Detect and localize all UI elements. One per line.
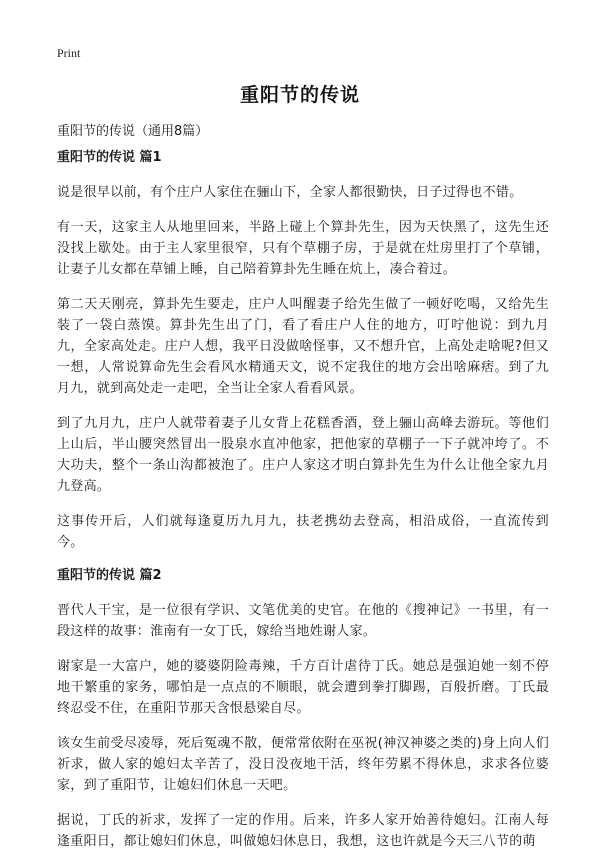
paragraph: 有一天，这家主人从地里回来，半路上碰上个算卦先生，因为天快黑了，这先生还没找上歇处。由于主人家里很窄，只有个草棚子房，于是就在灶房里打了个草铺，让妻子儿女都在草铺上睡，自己陪着算卦先生睡在炕上，凑合着过。 (57, 220, 549, 277)
section-heading: 重阳节的传说 篇1 (57, 150, 162, 165)
document-subtitle: 重阳节的传说（通用8篇） (57, 124, 209, 139)
paragraph: 这事传开后，人们就每逢夏历九月九，扶老携幼去登高，相沿成俗，一直流传到今。 (57, 514, 549, 550)
paragraph: 第二天天刚亮，算卦先生要走，庄户人叫醒妻子给先生做了一顿好吃喝，又给先生装了一袋白蒸馍。算卦先生出了门，看了看庄户人住的地方，叮咛他说：到九月九，全家高处走。庄户人想，我平日没做啥怪事，又不想升官，上高处走啥呢?但又一想，人常说算命先生会看风水精通天文，说不定我住的地方会出啥麻痞。到了九月九，就到高处走一走吧，全当让全家人看看风景。 (57, 297, 549, 396)
paragraph: 说是很早以前，有个庄户人家住在骊山下，全家人都很勤快，日子过得也不错。 (57, 185, 523, 200)
paragraph: 该女生前受尽凌辱，死后冤魂不散，便常常依附在巫祝(神汉神婆之类的)身上向人们祈求，做人家的媳妇太辛苦了，没日没夜地干活，终年劳累不得休息，求求各位婆家，到了重阳节，让媳妇们休息一天吧。 (57, 736, 549, 793)
section-heading: 重阳节的传说 篇2 (57, 568, 162, 583)
paragraph: 晋代人干宝，是一位很有学识、文笔优美的史官。在他的《搜神记》一书里，有一段这样的故事：淮南有一女丁氏，嫁给当地姓谢人家。 (57, 603, 549, 639)
paragraph: 据说，丁氏的祈求，发挥了一定的作用。后来，许多人家开始善待媳妇。江南人每逢重阳日，都让媳妇们休息，叫做媳妇休息日，我想，这也许就是今天三八节的萌 (57, 813, 549, 849)
paragraph: 到了九月九，庄户人就带着妻子儿女背上花糕香酒，登上骊山高峰去游玩。等他们上山后，半山腰突然冒出一股泉水直冲他家，把他家的草棚子一下子就冲垮了。不大功夫，整个一条山沟都被泡了。庄户人家这才明白算卦先生为什么让他全家九月九登高。 (57, 416, 549, 494)
print-link[interactable]: Print (57, 46, 81, 60)
paragraph: 谢家是一大富户，她的婆婆阴险毒辣，千方百计虐待丁氏。她总是强迫她一刻不停地干繁重的家务，哪怕是一点点的不顺眼，就会遭到拳打脚踢，百般折磨。丁氏最终忍受不住，在重阳节那天含恨悬梁自尽。 (57, 659, 549, 716)
section-1 (57, 149, 549, 553)
document-body (57, 149, 549, 866)
page-title: 重阳节的传说 (239, 84, 360, 106)
section-2 (57, 567, 549, 852)
